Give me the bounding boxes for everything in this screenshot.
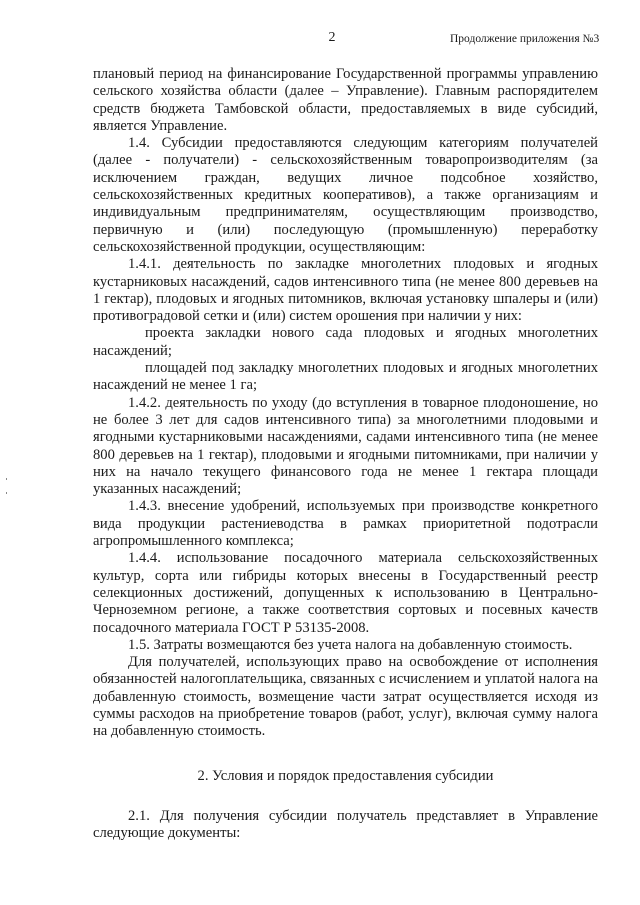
paragraph-2-1: 2.1. Для получения субсидии получатель представляет в Управление следующие документы: [93,808,598,842]
margin-mark [6,478,7,480]
paragraph-1-5: 1.5. Затраты возмещаются без учета налога на добавленную стоимость. [128,636,573,653]
paragraph-project: проекта закладки нового сада плодовых и ягодных многолетних насаждений; [93,325,598,359]
section-2-body [93,808,598,843]
paragraph-continuation: плановый период на финансирование Государственной программы управлению сельского хозяйства области (далее – Управление). Главным распорядителем средств бюджета Тамбовской области, предоставляемых в виде субсидий, является Управление. [93,66,598,134]
paragraph-vat: Для получателей, использующих право на освобождение от исполнения обязанностей налогоплательщика, связанных с исчислением и уплатой налога на добавленную стоимость, возмещение части затрат осуществляется исходя из суммы расходов на приобретение товаров (работ, услуг), включая сумму налога на добавленную стоимость. [93,654,598,740]
paragraph-1-4-2: 1.4.2. деятельность по уходу (до вступления в товарное плодоношение, но не более 3 лет для садов интенсивного типа) за многолетними плодовыми и ягодными кустарниковыми насаждениями, садами интенсивного типа (не менее 800 деревьев на 1 гектар), плодовыми и ягодными питомниками, при наличии у них на начало текущего финансового года не менее 1 гектара площади указанных насаждений; [93,394,598,498]
section-heading: 2. Условия и порядок предоставления субсидии [197,768,494,784]
margin-mark [6,492,7,494]
continuation-label: Продолжение приложения №3 [450,33,600,45]
document-body [93,66,598,741]
paragraph-1-4-3: 1.4.3. внесение удобрений, используемых при производстве конкретного вида продукции растениеводства в рамках приоритетной подотрасли агропромышленного комплекса; [93,498,598,550]
paragraph-area: площадей под закладку многолетних плодовых и ягодных многолетних насаждений не менее 1 га; [93,360,598,394]
paragraph-1-4-1: 1.4.1. деятельность по закладке многолетних плодовых и ягодных кустарниковых насаждений, садов интенсивного типа (не менее 800 деревьев на 1 гектар), плодовых и ягодных питомников, включая установку шпалеры и (или) противоградовой сетки и (или) систем орошения при наличии у них: [93,256,598,325]
paragraph-1-4-4: 1.4.4. использование посадочного материала сельскохозяйственных культур, сорта или гибриды которых внесены в Государственный реестр селекционных достижений, допущенных к использованию в Центрально-Черноземном регионе, а также соответствия сортовых и посевных качеств посадочного материала ГОСТ Р 53135-2008. [93,550,598,636]
paragraph-1-4: 1.4. Субсидии предоставляются следующим категориям получателей (далее - получатели) - сельскохозяйственным товаропроизводителям (за исключением граждан, ведущих личное подсобное хозяйство, сельскохозяйственных кредитных кооперативов), а также организациям и индивидуальным предпринимателям, осуществляющим производство, первичную и (или) последующую (промышленную) переработку сельскохозяйственной продукции, осуществляющим: [93,135,598,255]
page-number: 2 [328,30,336,45]
